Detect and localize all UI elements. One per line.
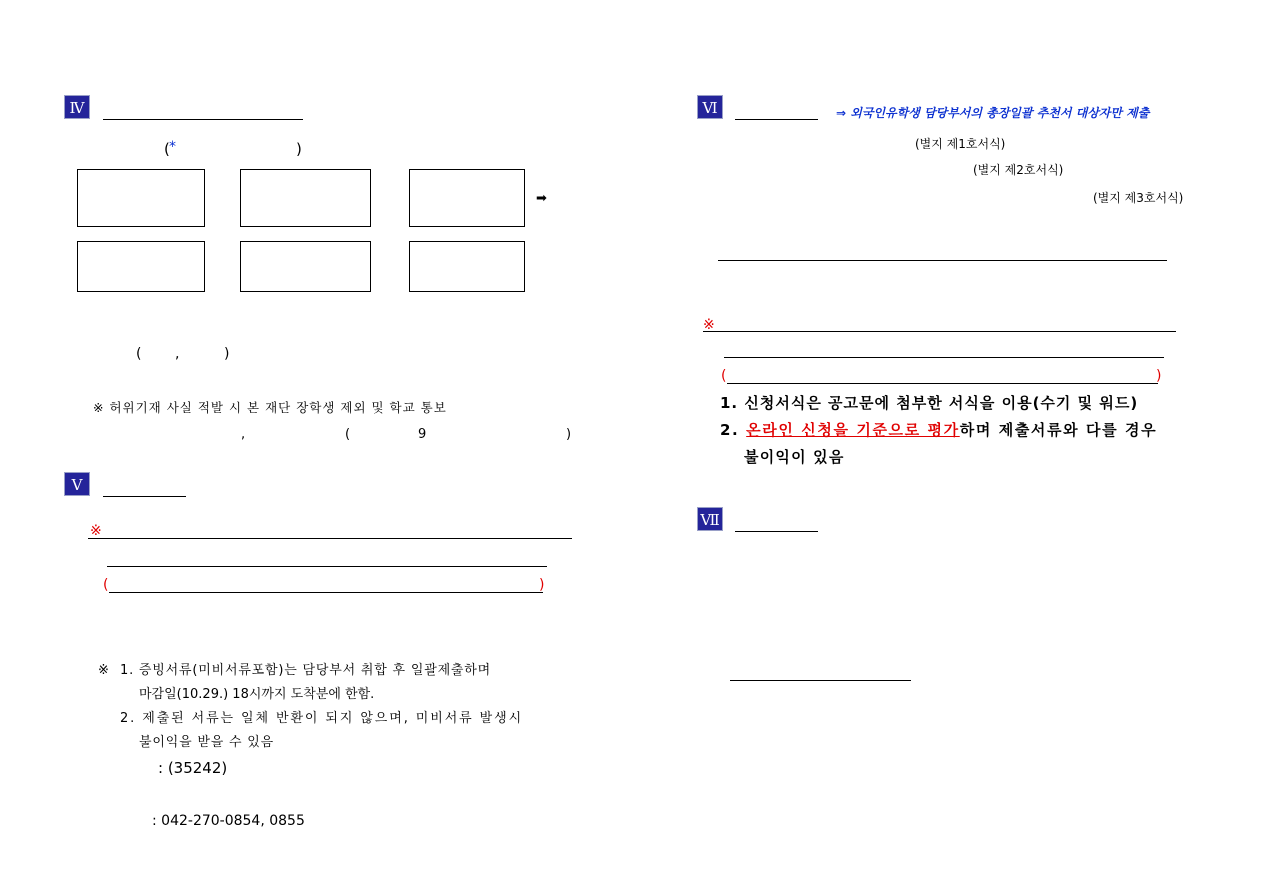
item-2-highlight: 온라인 신청을 기준으로 평가 bbox=[746, 421, 960, 439]
red-paren-open: ( bbox=[103, 577, 109, 593]
instruction-item-2 bbox=[720, 421, 1157, 439]
date-comma: , bbox=[175, 346, 180, 362]
paren-close: ) bbox=[296, 140, 302, 158]
form-2-label: (별지 제2호서식) bbox=[973, 163, 1064, 177]
flow-box-6 bbox=[409, 241, 525, 292]
star-mark: * bbox=[169, 139, 176, 155]
flow-box-4 bbox=[77, 241, 205, 292]
item-2-rest: 하며 제출서류와 다를 경우 bbox=[959, 421, 1158, 439]
section-v-numeral: Ⅴ bbox=[64, 472, 90, 496]
note-mark: ※ bbox=[98, 663, 109, 678]
flow-box-3 bbox=[409, 169, 525, 227]
section-vii-numeral: Ⅶ bbox=[697, 507, 723, 531]
section-vi-numeral: Ⅵ bbox=[697, 95, 723, 119]
section-vi-headline: ⇒ 외국인유학생 담당부서의 총장일괄 추천서 대상자만 제출 bbox=[836, 106, 1150, 120]
red-paren-close: ) bbox=[539, 577, 545, 593]
note1-line1: 1. 증빙서류(미비서류포함)는 담당부서 취합 후 일괄제출하며 bbox=[120, 663, 492, 678]
red-paren-open-r: ( bbox=[721, 368, 727, 384]
red-reference-mark: ※ bbox=[90, 523, 102, 539]
section-vi-title-underline bbox=[735, 119, 818, 120]
form-1-label: (별지 제1호서식) bbox=[915, 137, 1006, 151]
note2-line2: 불이익을 받을 수 있음 bbox=[139, 735, 275, 750]
date-paren-close: ) bbox=[224, 346, 230, 362]
line2-paren-close: ) bbox=[566, 427, 572, 442]
line2-nine: 9 bbox=[418, 427, 427, 442]
section-iv-title-underline bbox=[103, 119, 303, 120]
flow-box-2 bbox=[240, 169, 371, 227]
note2-line1: 2. 제출된 서류는 일체 반환이 되지 않으며, 미비서류 발생시 bbox=[120, 711, 524, 726]
underline-r3 bbox=[724, 357, 1164, 358]
flow-box-1 bbox=[77, 169, 205, 227]
underline-r5 bbox=[730, 680, 911, 681]
underline-3 bbox=[109, 592, 543, 593]
item-2-number: 2. bbox=[720, 421, 740, 439]
form-3-label: (별지 제3호서식) bbox=[1093, 191, 1184, 205]
postal-code: : (35242) bbox=[158, 759, 228, 777]
instruction-item-1: 1. 신청서식은 공고문에 첨부한 서식을 이용(수기 및 워드) bbox=[720, 394, 1139, 412]
note1-line2: 마감일(10.29.) 18시까지 도착분에 한함. bbox=[139, 687, 375, 702]
phone-numbers: : 042-270-0854, 0855 bbox=[152, 813, 305, 829]
line2-paren-open: ( bbox=[345, 427, 351, 442]
flow-box-5 bbox=[240, 241, 371, 292]
section-iv-numeral: Ⅳ bbox=[64, 95, 90, 119]
arrow-right-icon: ➡ bbox=[536, 191, 547, 206]
underline-r4 bbox=[727, 383, 1158, 384]
red-paren-close-r: ) bbox=[1156, 368, 1162, 384]
date-paren-open: ( bbox=[136, 346, 142, 362]
underline-1 bbox=[88, 538, 572, 539]
line2-comma: , bbox=[241, 427, 246, 442]
section-v-title-underline bbox=[103, 496, 186, 497]
paren-open: ( bbox=[164, 140, 170, 158]
underline-2 bbox=[107, 566, 547, 567]
instruction-item-2-line2: 불이익이 있음 bbox=[744, 448, 845, 466]
underline-r2 bbox=[703, 331, 1176, 332]
underline-r1 bbox=[718, 260, 1167, 261]
false-info-notice: ※ 허위기재 사실 적발 시 본 재단 장학생 제외 및 학교 통보 bbox=[93, 400, 447, 415]
red-reference-mark-r: ※ bbox=[703, 317, 715, 333]
section-vii-title-underline bbox=[735, 531, 818, 532]
